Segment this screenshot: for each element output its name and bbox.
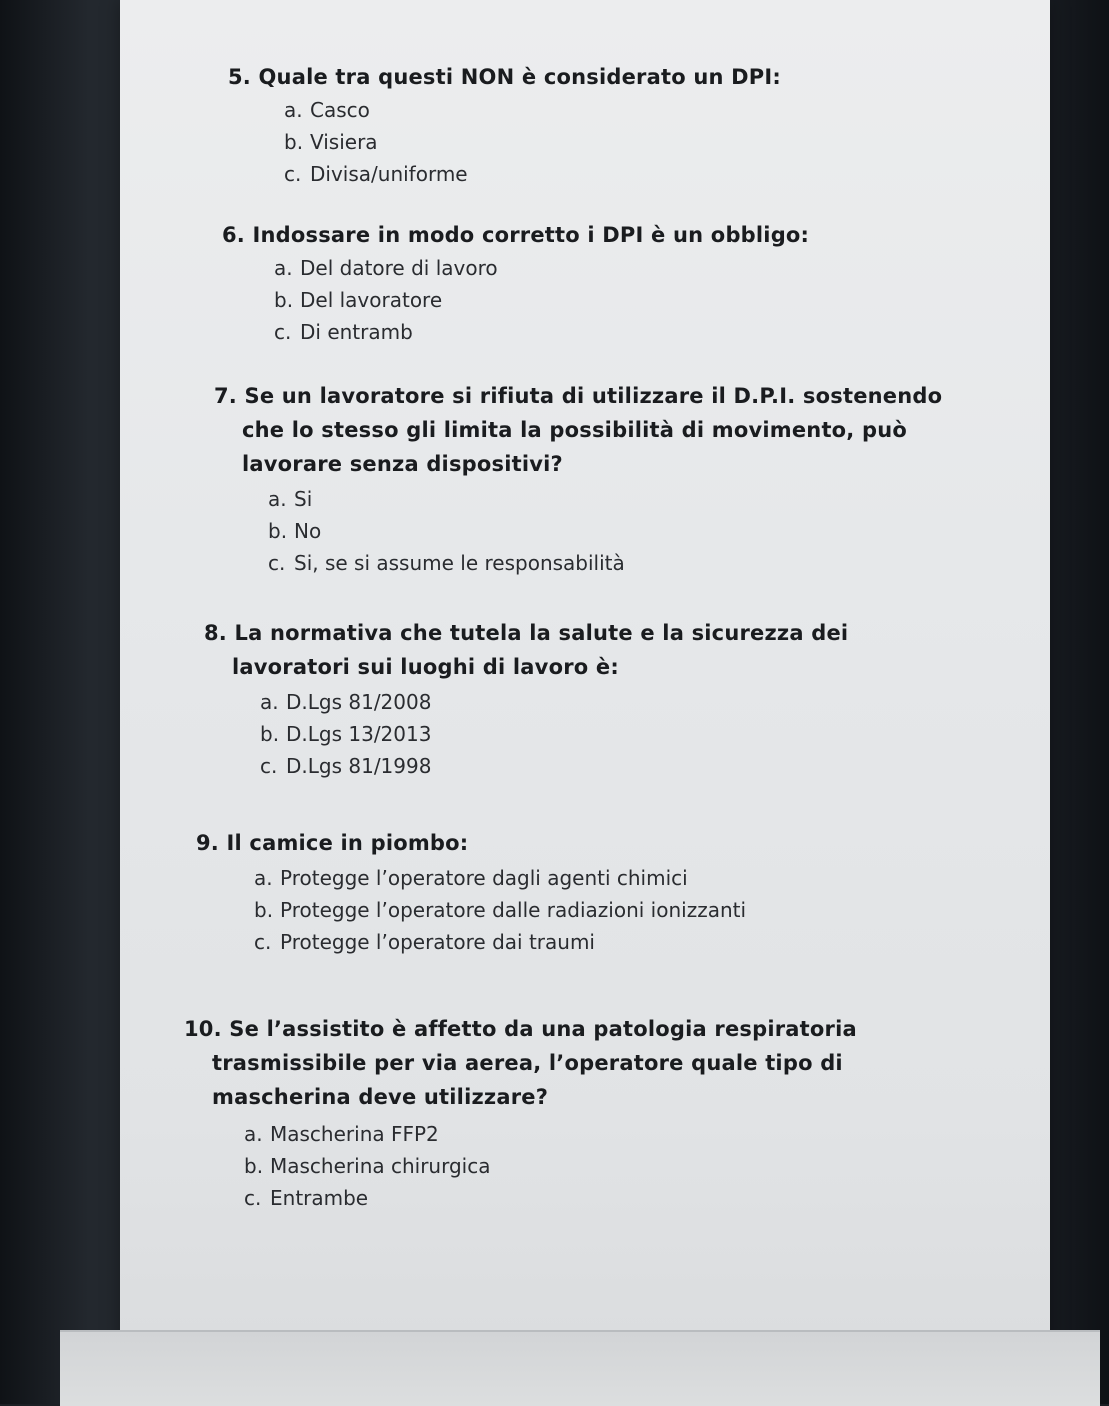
options-list xyxy=(268,483,954,579)
option-c: c. Entrambe xyxy=(244,1186,369,1210)
option-c: c. D.Lgs 81/1998 xyxy=(260,754,432,778)
question-8 xyxy=(204,616,964,782)
question-10 xyxy=(184,1012,984,1214)
question-text: 8. La normativa che tutela la salute e la sicurezza dei lavoratori sui luoghi di lavoro è: xyxy=(204,621,849,679)
question-text: 10. Se l’assistito è affetto da una patologia respiratoria trasmissibile per via aerea, l’operatore quale tipo di mascherina deve utilizzare? xyxy=(184,1017,857,1109)
option-b: b. No xyxy=(268,519,322,543)
option-c: c. Protegge l’operatore dai traumi xyxy=(254,930,595,954)
option-b: b. Mascherina chirurgica xyxy=(244,1154,491,1178)
option-a: a. Del datore di lavoro xyxy=(274,256,498,280)
question-text: 7. Se un lavoratore si rifiuta di utilizzare il D.P.I. sostenendo che lo stesso gli limita la possibilità di movimento, può lavorare senza dispositivi? xyxy=(214,384,943,476)
options-list xyxy=(260,686,964,782)
option-a: a. Si xyxy=(268,487,313,511)
options-list xyxy=(244,1118,984,1214)
question-5 xyxy=(228,60,1008,190)
option-b: b. Protegge l’operatore dalle radiazioni ionizzanti xyxy=(254,898,747,922)
option-b: b. Visiera xyxy=(284,130,378,154)
option-a: a. Casco xyxy=(284,98,370,122)
question-6 xyxy=(222,218,1002,348)
question-text: 6. Indossare in modo corretto i DPI è un obbligo: xyxy=(222,223,810,247)
option-c: c. Di entramb xyxy=(274,320,413,344)
options-list xyxy=(274,252,1002,348)
options-list xyxy=(254,862,976,958)
option-c: c. Si, se si assume le responsabilità xyxy=(268,551,625,575)
question-7 xyxy=(214,379,954,579)
option-a: a. D.Lgs 81/2008 xyxy=(260,690,432,714)
options-list xyxy=(284,94,1008,190)
option-a: a. Protegge l’operatore dagli agenti chimici xyxy=(254,866,688,890)
question-9 xyxy=(196,826,976,958)
option-b: b. Del lavoratore xyxy=(274,288,443,312)
question-text: 9. Il camice in piombo: xyxy=(196,831,469,855)
option-a: a. Mascherina FFP2 xyxy=(244,1122,439,1146)
question-text: 5. Quale tra questi NON è considerato un DPI: xyxy=(228,65,781,89)
option-c: c. Divisa/uniforme xyxy=(284,162,468,186)
option-b: b. D.Lgs 13/2013 xyxy=(260,722,432,746)
